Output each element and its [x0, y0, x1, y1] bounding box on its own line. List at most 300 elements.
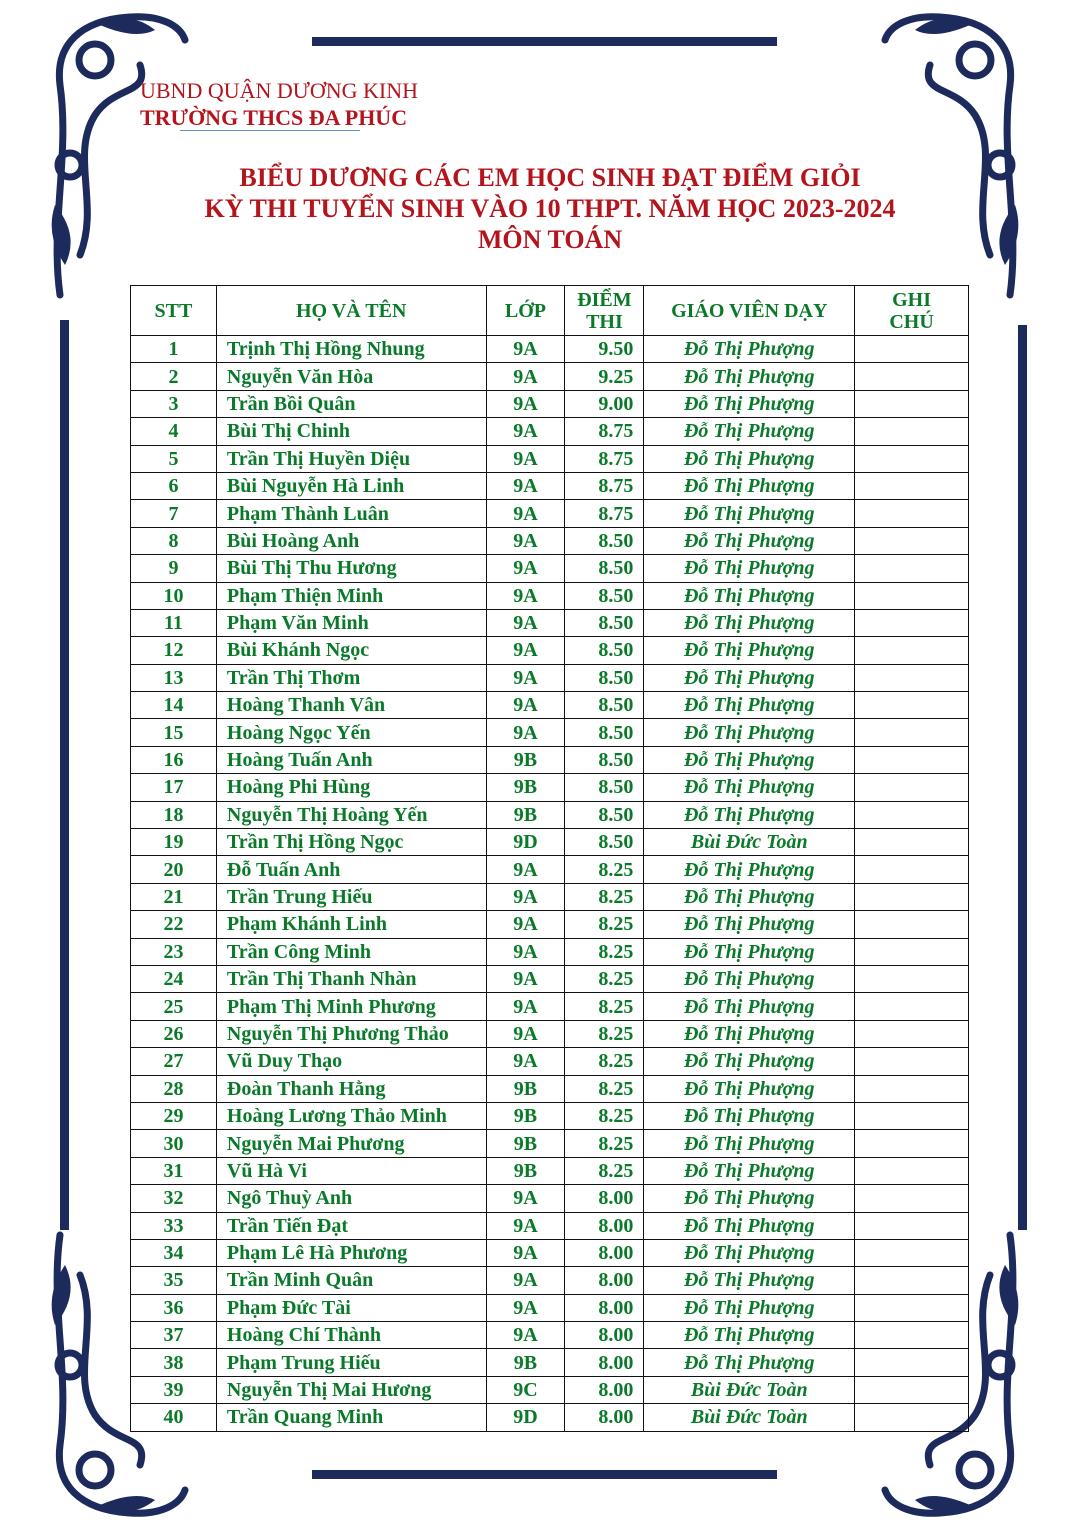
- col-header-teacher: GIÁO VIÊN DẠY: [644, 286, 855, 336]
- note-cell: [855, 582, 969, 609]
- note-cell: [855, 1020, 969, 1047]
- score-cell: 8.00: [565, 1376, 644, 1403]
- note-cell: [855, 1185, 969, 1212]
- teacher-cell: Bùi Đức Toàn: [644, 829, 855, 856]
- stt-cell: 2: [131, 363, 217, 390]
- score-cell: 8.25: [565, 1130, 644, 1157]
- class-cell: 9D: [486, 829, 565, 856]
- class-cell: 9B: [486, 1075, 565, 1102]
- student-name-cell: Bùi Thị Chinh: [216, 418, 486, 445]
- right-border-bar: [1018, 325, 1027, 1230]
- stt-cell: 9: [131, 555, 217, 582]
- stt-cell: 23: [131, 938, 217, 965]
- student-name-cell: Phạm Đức Tài: [216, 1294, 486, 1321]
- note-cell: [855, 856, 969, 883]
- table-row: [131, 1239, 969, 1266]
- student-name-cell: Hoàng Ngọc Yến: [216, 719, 486, 746]
- student-name-cell: Phạm Văn Minh: [216, 609, 486, 636]
- class-cell: 9B: [486, 774, 565, 801]
- col-header-class: LỚP: [486, 286, 565, 336]
- note-cell: [855, 390, 969, 417]
- table-row: [131, 938, 969, 965]
- table-row: [131, 856, 969, 883]
- stt-cell: 20: [131, 856, 217, 883]
- table-row: [131, 1130, 969, 1157]
- left-border-bar: [60, 320, 69, 1230]
- teacher-cell: Đỗ Thị Phượng: [644, 1075, 855, 1102]
- teacher-cell: Đỗ Thị Phượng: [644, 719, 855, 746]
- note-cell: [855, 1267, 969, 1294]
- table-row: [131, 500, 969, 527]
- note-cell: [855, 1212, 969, 1239]
- class-cell: 9A: [486, 664, 565, 691]
- stt-cell: 1: [131, 336, 217, 363]
- note-cell: [855, 1349, 969, 1376]
- table-row: [131, 1322, 969, 1349]
- teacher-cell: Đỗ Thị Phượng: [644, 1020, 855, 1047]
- teacher-cell: Bùi Đức Toàn: [644, 1376, 855, 1403]
- note-cell: [855, 938, 969, 965]
- class-cell: 9A: [486, 555, 565, 582]
- student-name-cell: Nguyễn Mai Phương: [216, 1130, 486, 1157]
- student-name-cell: Phạm Thị Minh Phương: [216, 993, 486, 1020]
- class-cell: 9A: [486, 1267, 565, 1294]
- student-name-cell: Trần Trung Hiếu: [216, 883, 486, 910]
- stt-cell: 38: [131, 1349, 217, 1376]
- col-header-stt: STT: [131, 286, 217, 336]
- class-cell: 9B: [486, 1102, 565, 1129]
- stt-cell: 12: [131, 637, 217, 664]
- stt-cell: 14: [131, 692, 217, 719]
- table-row: [131, 418, 969, 445]
- note-cell: [855, 1322, 969, 1349]
- score-cell: 8.25: [565, 911, 644, 938]
- teacher-cell: Đỗ Thị Phượng: [644, 582, 855, 609]
- note-cell: [855, 1048, 969, 1075]
- stt-cell: 27: [131, 1048, 217, 1075]
- student-name-cell: Phạm Khánh Linh: [216, 911, 486, 938]
- student-name-cell: Bùi Nguyễn Hà Linh: [216, 472, 486, 499]
- student-name-cell: Trần Công Minh: [216, 938, 486, 965]
- score-cell: 8.00: [565, 1185, 644, 1212]
- score-cell: 8.50: [565, 692, 644, 719]
- stt-cell: 5: [131, 445, 217, 472]
- note-cell: [855, 418, 969, 445]
- score-cell: 8.00: [565, 1239, 644, 1266]
- note-cell: [855, 1075, 969, 1102]
- class-cell: 9A: [486, 911, 565, 938]
- school-underline: [180, 130, 360, 131]
- score-cell: 8.50: [565, 746, 644, 773]
- student-name-cell: Trần Thị Thanh Nhàn: [216, 965, 486, 992]
- col-header-note-line2: CHÚ: [889, 310, 934, 333]
- note-cell: [855, 363, 969, 390]
- student-name-cell: Hoàng Chí Thành: [216, 1322, 486, 1349]
- class-cell: 9B: [486, 746, 565, 773]
- note-cell: [855, 993, 969, 1020]
- table-row: [131, 390, 969, 417]
- class-cell: 9A: [486, 856, 565, 883]
- score-cell: 8.75: [565, 445, 644, 472]
- stt-cell: 35: [131, 1267, 217, 1294]
- stt-cell: 37: [131, 1322, 217, 1349]
- teacher-cell: Đỗ Thị Phượng: [644, 1349, 855, 1376]
- table-row: [131, 1404, 969, 1431]
- teacher-cell: Đỗ Thị Phượng: [644, 363, 855, 390]
- score-cell: 8.25: [565, 965, 644, 992]
- student-name-cell: Bùi Khánh Ngọc: [216, 637, 486, 664]
- score-cell: 8.50: [565, 555, 644, 582]
- note-cell: [855, 965, 969, 992]
- stt-cell: 13: [131, 664, 217, 691]
- authority-name: UBND QUẬN DƯƠNG KINH: [140, 78, 418, 103]
- student-name-cell: Trần Thị Hồng Ngọc: [216, 829, 486, 856]
- student-name-cell: Phạm Lê Hà Phương: [216, 1239, 486, 1266]
- score-cell: 8.25: [565, 1157, 644, 1184]
- table-row: [131, 1102, 969, 1129]
- student-name-cell: Phạm Trung Hiếu: [216, 1349, 486, 1376]
- table-row: [131, 336, 969, 363]
- class-cell: 9B: [486, 1130, 565, 1157]
- stt-cell: 16: [131, 746, 217, 773]
- class-cell: 9A: [486, 965, 565, 992]
- stt-cell: 19: [131, 829, 217, 856]
- class-cell: 9A: [486, 637, 565, 664]
- class-cell: 9A: [486, 1020, 565, 1047]
- student-name-cell: Vũ Duy Thạo: [216, 1048, 486, 1075]
- teacher-cell: Đỗ Thị Phượng: [644, 609, 855, 636]
- class-cell: 9A: [486, 363, 565, 390]
- class-cell: 9A: [486, 1322, 565, 1349]
- note-cell: [855, 719, 969, 746]
- table-row: [131, 1212, 969, 1239]
- stt-cell: 11: [131, 609, 217, 636]
- student-name-cell: Nguyễn Văn Hòa: [216, 363, 486, 390]
- stt-cell: 31: [131, 1157, 217, 1184]
- class-cell: 9A: [486, 418, 565, 445]
- teacher-cell: Đỗ Thị Phượng: [644, 965, 855, 992]
- table-row: [131, 1020, 969, 1047]
- table-row: [131, 911, 969, 938]
- student-name-cell: Trần Quang Minh: [216, 1404, 486, 1431]
- student-name-cell: Phạm Thiện Minh: [216, 582, 486, 609]
- class-cell: 9A: [486, 1212, 565, 1239]
- teacher-cell: Đỗ Thị Phượng: [644, 1212, 855, 1239]
- teacher-cell: Đỗ Thị Phượng: [644, 1157, 855, 1184]
- stt-cell: 30: [131, 1130, 217, 1157]
- class-cell: 9A: [486, 1239, 565, 1266]
- table-row: [131, 801, 969, 828]
- class-cell: 9A: [486, 938, 565, 965]
- score-cell: 8.00: [565, 1267, 644, 1294]
- teacher-cell: Đỗ Thị Phượng: [644, 883, 855, 910]
- note-cell: [855, 692, 969, 719]
- bottom-border-bar: [312, 1470, 777, 1479]
- student-name-cell: Đoàn Thanh Hằng: [216, 1075, 486, 1102]
- col-header-score-line2: THI: [586, 310, 623, 333]
- class-cell: 9A: [486, 719, 565, 746]
- note-cell: [855, 664, 969, 691]
- class-cell: 9C: [486, 1376, 565, 1403]
- note-cell: [855, 500, 969, 527]
- student-name-cell: Đỗ Tuấn Anh: [216, 856, 486, 883]
- class-cell: 9A: [486, 472, 565, 499]
- score-cell: 8.50: [565, 719, 644, 746]
- note-cell: [855, 336, 969, 363]
- student-name-cell: Bùi Hoàng Anh: [216, 527, 486, 554]
- score-cell: 8.50: [565, 829, 644, 856]
- teacher-cell: Đỗ Thị Phượng: [644, 856, 855, 883]
- col-header-note-line1: GHI: [892, 288, 931, 311]
- table-row: [131, 1185, 969, 1212]
- teacher-cell: Đỗ Thị Phượng: [644, 692, 855, 719]
- student-name-cell: Trịnh Thị Hồng Nhung: [216, 336, 486, 363]
- student-name-cell: Phạm Thành Luân: [216, 500, 486, 527]
- note-cell: [855, 445, 969, 472]
- class-cell: 9A: [486, 527, 565, 554]
- table-row: [131, 883, 969, 910]
- class-cell: 9A: [486, 336, 565, 363]
- class-cell: 9A: [486, 1185, 565, 1212]
- student-name-cell: Nguyễn Thị Mai Hương: [216, 1376, 486, 1403]
- table-row: [131, 555, 969, 582]
- student-name-cell: Vũ Hà Vi: [216, 1157, 486, 1184]
- table-row: [131, 746, 969, 773]
- note-cell: [855, 1294, 969, 1321]
- class-cell: 9A: [486, 500, 565, 527]
- table-row: [131, 1267, 969, 1294]
- class-cell: 9A: [486, 609, 565, 636]
- stt-cell: 36: [131, 1294, 217, 1321]
- col-header-name: HỌ VÀ TÊN: [216, 286, 486, 336]
- note-cell: [855, 911, 969, 938]
- corner-ornament-top-right: [880, 5, 1030, 305]
- class-cell: 9B: [486, 1157, 565, 1184]
- table-row: [131, 664, 969, 691]
- note-cell: [855, 883, 969, 910]
- class-cell: 9A: [486, 390, 565, 417]
- table-row: [131, 445, 969, 472]
- corner-ornament-top-left: [40, 5, 190, 305]
- teacher-cell: Đỗ Thị Phượng: [644, 746, 855, 773]
- note-cell: [855, 1239, 969, 1266]
- score-cell: 8.50: [565, 609, 644, 636]
- teacher-cell: Đỗ Thị Phượng: [644, 1239, 855, 1266]
- score-cell: 8.00: [565, 1322, 644, 1349]
- note-cell: [855, 527, 969, 554]
- score-cell: 8.25: [565, 1075, 644, 1102]
- stt-cell: 17: [131, 774, 217, 801]
- student-name-cell: Hoàng Phi Hùng: [216, 774, 486, 801]
- score-cell: 8.50: [565, 664, 644, 691]
- table-row: [131, 472, 969, 499]
- student-name-cell: Hoàng Lương Thảo Minh: [216, 1102, 486, 1129]
- score-cell: 8.00: [565, 1349, 644, 1376]
- student-name-cell: Bùi Thị Thu Hương: [216, 555, 486, 582]
- note-cell: [855, 774, 969, 801]
- stt-cell: 22: [131, 911, 217, 938]
- stt-cell: 40: [131, 1404, 217, 1431]
- score-cell: 8.25: [565, 1048, 644, 1075]
- score-cell: 9.00: [565, 390, 644, 417]
- note-cell: [855, 1130, 969, 1157]
- stt-cell: 7: [131, 500, 217, 527]
- score-cell: 8.50: [565, 774, 644, 801]
- stt-cell: 21: [131, 883, 217, 910]
- table-row: [131, 1048, 969, 1075]
- class-cell: 9B: [486, 1349, 565, 1376]
- score-cell: 9.50: [565, 336, 644, 363]
- stt-cell: 15: [131, 719, 217, 746]
- teacher-cell: Đỗ Thị Phượng: [644, 801, 855, 828]
- teacher-cell: Đỗ Thị Phượng: [644, 527, 855, 554]
- note-cell: [855, 1157, 969, 1184]
- score-cell: 8.75: [565, 500, 644, 527]
- table-row: [131, 1294, 969, 1321]
- teacher-cell: Đỗ Thị Phượng: [644, 1294, 855, 1321]
- table-row: [131, 582, 969, 609]
- class-cell: 9A: [486, 1048, 565, 1075]
- class-cell: 9D: [486, 1404, 565, 1431]
- student-name-cell: Hoàng Tuấn Anh: [216, 746, 486, 773]
- note-cell: [855, 1102, 969, 1129]
- col-header-score: [565, 286, 644, 336]
- student-name-cell: Ngô Thuỳ Anh: [216, 1185, 486, 1212]
- student-name-cell: Hoàng Thanh Vân: [216, 692, 486, 719]
- teacher-cell: Đỗ Thị Phượng: [644, 1048, 855, 1075]
- stt-cell: 34: [131, 1239, 217, 1266]
- table-row: [131, 1349, 969, 1376]
- stt-cell: 10: [131, 582, 217, 609]
- note-cell: [855, 1376, 969, 1403]
- table-row: [131, 609, 969, 636]
- stt-cell: 25: [131, 993, 217, 1020]
- score-cell: 8.25: [565, 1102, 644, 1129]
- document-title: [0, 162, 1070, 255]
- col-header-score-line1: ĐIỂM: [577, 288, 632, 311]
- table-row: [131, 527, 969, 554]
- table-row: [131, 363, 969, 390]
- score-cell: 8.25: [565, 938, 644, 965]
- teacher-cell: Đỗ Thị Phượng: [644, 911, 855, 938]
- teacher-cell: Đỗ Thị Phượng: [644, 938, 855, 965]
- score-cell: 8.25: [565, 993, 644, 1020]
- table-row: [131, 993, 969, 1020]
- teacher-cell: Đỗ Thị Phượng: [644, 500, 855, 527]
- note-cell: [855, 1404, 969, 1431]
- note-cell: [855, 637, 969, 664]
- student-name-cell: Trần Thị Huyền Diệu: [216, 445, 486, 472]
- score-cell: 8.25: [565, 1020, 644, 1047]
- title-line-3: MÔN TOÁN: [477, 225, 623, 254]
- note-cell: [855, 555, 969, 582]
- score-cell: 8.25: [565, 856, 644, 883]
- teacher-cell: Đỗ Thị Phượng: [644, 336, 855, 363]
- teacher-cell: Đỗ Thị Phượng: [644, 664, 855, 691]
- stt-cell: 18: [131, 801, 217, 828]
- student-name-cell: Nguyễn Thị Phương Thảo: [216, 1020, 486, 1047]
- class-cell: 9A: [486, 993, 565, 1020]
- title-line-2: KỲ THI TUYỂN SINH VÀO 10 THPT. NĂM HỌC 2023-2024: [204, 194, 896, 223]
- teacher-cell: Đỗ Thị Phượng: [644, 1185, 855, 1212]
- table-row: [131, 774, 969, 801]
- score-cell: 8.00: [565, 1212, 644, 1239]
- score-cell: 8.75: [565, 472, 644, 499]
- class-cell: 9B: [486, 801, 565, 828]
- stt-cell: 39: [131, 1376, 217, 1403]
- table-row: [131, 829, 969, 856]
- teacher-cell: Đỗ Thị Phượng: [644, 555, 855, 582]
- teacher-cell: Đỗ Thị Phượng: [644, 390, 855, 417]
- table-row: [131, 637, 969, 664]
- note-cell: [855, 609, 969, 636]
- teacher-cell: Đỗ Thị Phượng: [644, 418, 855, 445]
- note-cell: [855, 746, 969, 773]
- stt-cell: 32: [131, 1185, 217, 1212]
- student-name-cell: Trần Tiến Đạt: [216, 1212, 486, 1239]
- teacher-cell: Đỗ Thị Phượng: [644, 1267, 855, 1294]
- table-header-row: [131, 286, 969, 336]
- stt-cell: 24: [131, 965, 217, 992]
- teacher-cell: Đỗ Thị Phượng: [644, 1130, 855, 1157]
- score-cell: 8.75: [565, 418, 644, 445]
- class-cell: 9A: [486, 1294, 565, 1321]
- stt-cell: 3: [131, 390, 217, 417]
- score-cell: 8.50: [565, 582, 644, 609]
- stt-cell: 26: [131, 1020, 217, 1047]
- teacher-cell: Đỗ Thị Phượng: [644, 993, 855, 1020]
- class-cell: 9A: [486, 883, 565, 910]
- stt-cell: 33: [131, 1212, 217, 1239]
- stt-cell: 4: [131, 418, 217, 445]
- table-row: [131, 1157, 969, 1184]
- teacher-cell: Đỗ Thị Phượng: [644, 1102, 855, 1129]
- stt-cell: 28: [131, 1075, 217, 1102]
- note-cell: [855, 472, 969, 499]
- table-row: [131, 719, 969, 746]
- score-cell: 8.50: [565, 527, 644, 554]
- top-border-bar: [312, 37, 777, 46]
- table-row: [131, 1376, 969, 1403]
- table-row: [131, 692, 969, 719]
- score-cell: 8.00: [565, 1404, 644, 1431]
- teacher-cell: Đỗ Thị Phượng: [644, 774, 855, 801]
- student-name-cell: Nguyễn Thị Hoàng Yến: [216, 801, 486, 828]
- teacher-cell: Đỗ Thị Phượng: [644, 472, 855, 499]
- score-cell: 8.25: [565, 883, 644, 910]
- col-header-note: [855, 286, 969, 336]
- class-cell: 9A: [486, 582, 565, 609]
- stt-cell: 6: [131, 472, 217, 499]
- table-row: [131, 965, 969, 992]
- stt-cell: 8: [131, 527, 217, 554]
- teacher-cell: Đỗ Thị Phượng: [644, 445, 855, 472]
- score-cell: 8.50: [565, 637, 644, 664]
- school-name: TRƯỜNG THCS ĐA PHÚC: [140, 105, 408, 130]
- table-row: [131, 1075, 969, 1102]
- note-cell: [855, 801, 969, 828]
- title-line-1: BIỂU DƯƠNG CÁC EM HỌC SINH ĐẠT ĐIỂM GIỎI: [239, 163, 861, 192]
- student-name-cell: Trần Bồi Quân: [216, 390, 486, 417]
- score-cell: 8.50: [565, 801, 644, 828]
- stt-cell: 29: [131, 1102, 217, 1129]
- score-cell: 9.25: [565, 363, 644, 390]
- student-name-cell: Trần Minh Quân: [216, 1267, 486, 1294]
- class-cell: 9A: [486, 692, 565, 719]
- student-name-cell: Trần Thị Thơm: [216, 664, 486, 691]
- honor-roll-table: [130, 285, 969, 1432]
- note-cell: [855, 829, 969, 856]
